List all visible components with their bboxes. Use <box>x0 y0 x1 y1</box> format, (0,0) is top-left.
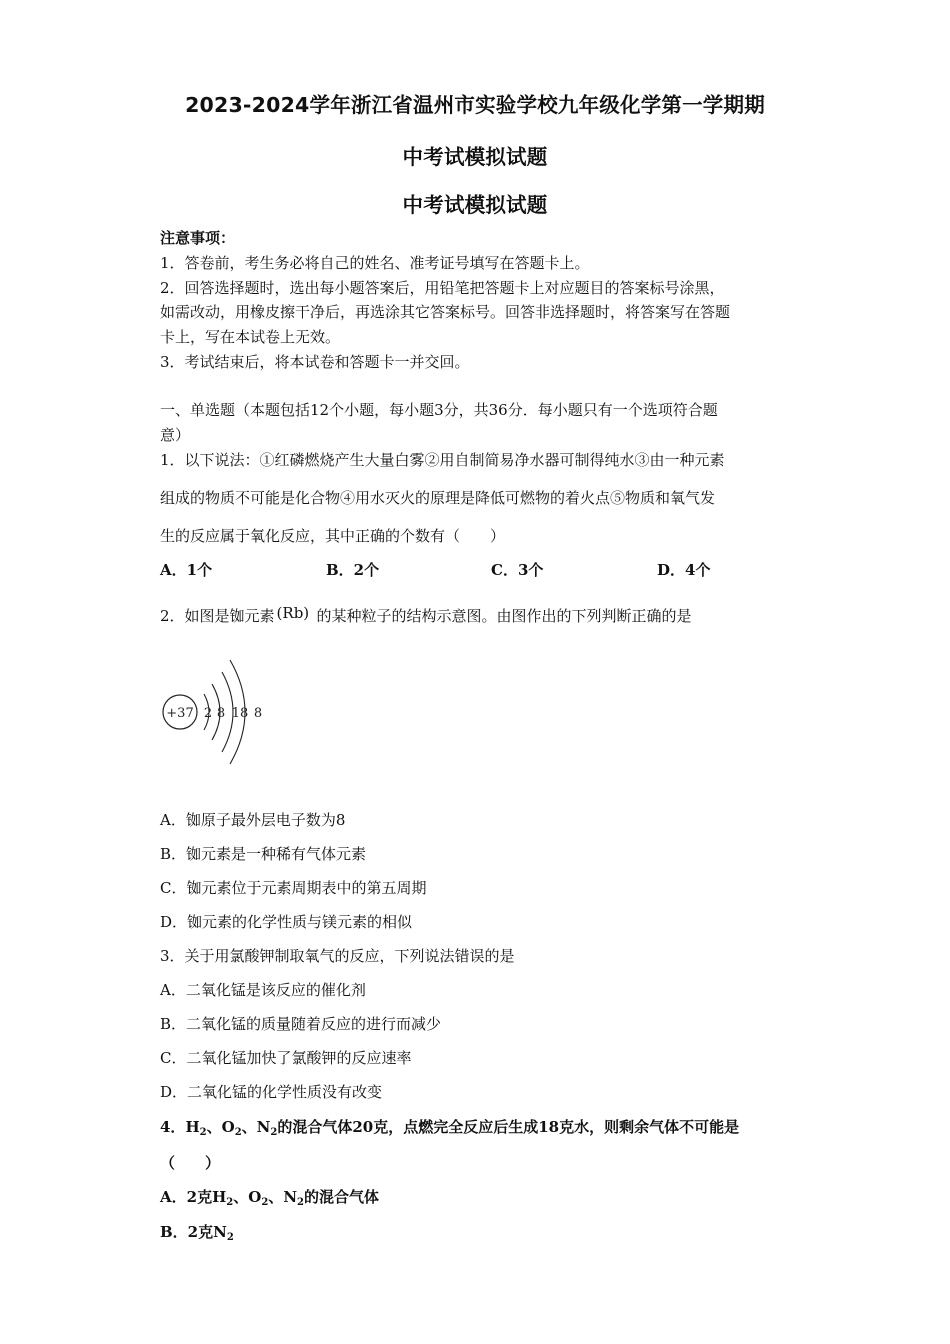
question-2-stem <box>160 606 692 626</box>
shell-electrons-2: 8 <box>216 706 226 721</box>
question-2-option-a: A．铷原子最外层电子数为8 <box>160 811 346 829</box>
question-2-suffix: 的某种粒子的结构示意图。由图作出的下列判断正确的是 <box>316 607 692 625</box>
page-subtitle-repeat: 中考试模拟试题 <box>402 193 548 217</box>
shell-electrons-3: 18 <box>231 706 249 721</box>
page-subtitle: 中考试模拟试题 <box>402 145 548 169</box>
notice-item-3: 3．考试结束后，将本试卷和答题卡一并交回。 <box>160 353 470 371</box>
notice-item-2-line-2: 如需改动，用橡皮擦干净后，再选涂其它答案标号。回答非选择题时，将答案写在答题 <box>160 303 731 321</box>
question-3-option-d: D．二氧化锰的化学性质没有改变 <box>160 1083 383 1101</box>
question-4-stem: 4．$H_2$、$O_2$、$N_2$的混合气体20克，点燃完全反应后生成18克水，则剩余气体不可能是 <box>160 1118 740 1138</box>
question-3-option-a: A．二氧化锰是该反应的催化剂 <box>160 981 366 999</box>
question-1-option-a: A．1个 <box>160 561 213 579</box>
question-2-prefix: 2．如图是铷元素 <box>160 607 275 625</box>
shell-electrons-4: 8 <box>253 706 263 721</box>
page-title: 2023-2024学年浙江省温州市实验学校九年级化学第一学期期 <box>185 93 765 117</box>
question-3-option-b: B．二氧化锰的质量随着反应的进行而减少 <box>160 1015 442 1033</box>
shell-electrons-1: 2 <box>203 706 213 721</box>
notice-heading: 注意事项： <box>160 229 236 247</box>
question-1-option-b: B．2个 <box>326 561 380 579</box>
question-4-option-a: A．2克$H_2$、$O_2$、$N_2$的混合气体 <box>160 1188 380 1208</box>
section-heading-line-2: 意） <box>160 426 191 444</box>
question-1-line-1: 1．以下说法：①红磷燃烧产生大量白雾②用自制简易净水器可制得纯水③由一种元素 <box>160 451 725 469</box>
notice-item-2-line-1: 2．回答选择题时，选出每小题答案后，用铅笔把答题卡上对应题目的答案标号涂黑， <box>160 279 725 297</box>
question-2-option-b: B．铷元素是一种稀有气体元素 <box>160 845 367 863</box>
question-4-paren: （ ） <box>160 1154 221 1172</box>
question-4-option-b: B．2克$N_2$ <box>160 1223 234 1243</box>
question-2-option-d: D．铷元素的化学性质与镁元素的相似 <box>160 913 413 931</box>
question-1-line-3: 生的反应属于氧化反应，其中正确的个数有（ ） <box>160 527 506 545</box>
question-2-option-c: C．铷元素位于元素周期表中的第五周期 <box>160 879 427 897</box>
question-1-line-2: 组成的物质不可能是化合物④用水灭火的原理是降低可燃物的着火点⑤物质和氧气发 <box>160 489 716 507</box>
nucleus-charge: +37 <box>166 706 194 721</box>
rubidium-symbol: (Rb) <box>276 604 310 622</box>
question-3-option-c: C．二氧化锰加快了氯酸钾的反应速率 <box>160 1049 412 1067</box>
question-3-stem: 3．关于用氯酸钾制取氧气的反应，下列说法错误的是 <box>160 947 515 965</box>
section-heading-line-1: 一、单选题（本题包括12个小题，每小题3分，共36分．每小题只有一个选项符合题 <box>160 401 718 419</box>
question-1-option-c: C．3个 <box>491 561 544 579</box>
notice-item-1: 1．答卷前，考生务必将自己的姓名、准考证号填写在答题卡上。 <box>160 254 590 272</box>
rubidium-atom-structure-diagram <box>160 650 270 770</box>
notice-item-2-line-3: 卡上，写在本试卷上无效。 <box>160 328 341 346</box>
question-1-option-d: D．4个 <box>657 561 711 579</box>
